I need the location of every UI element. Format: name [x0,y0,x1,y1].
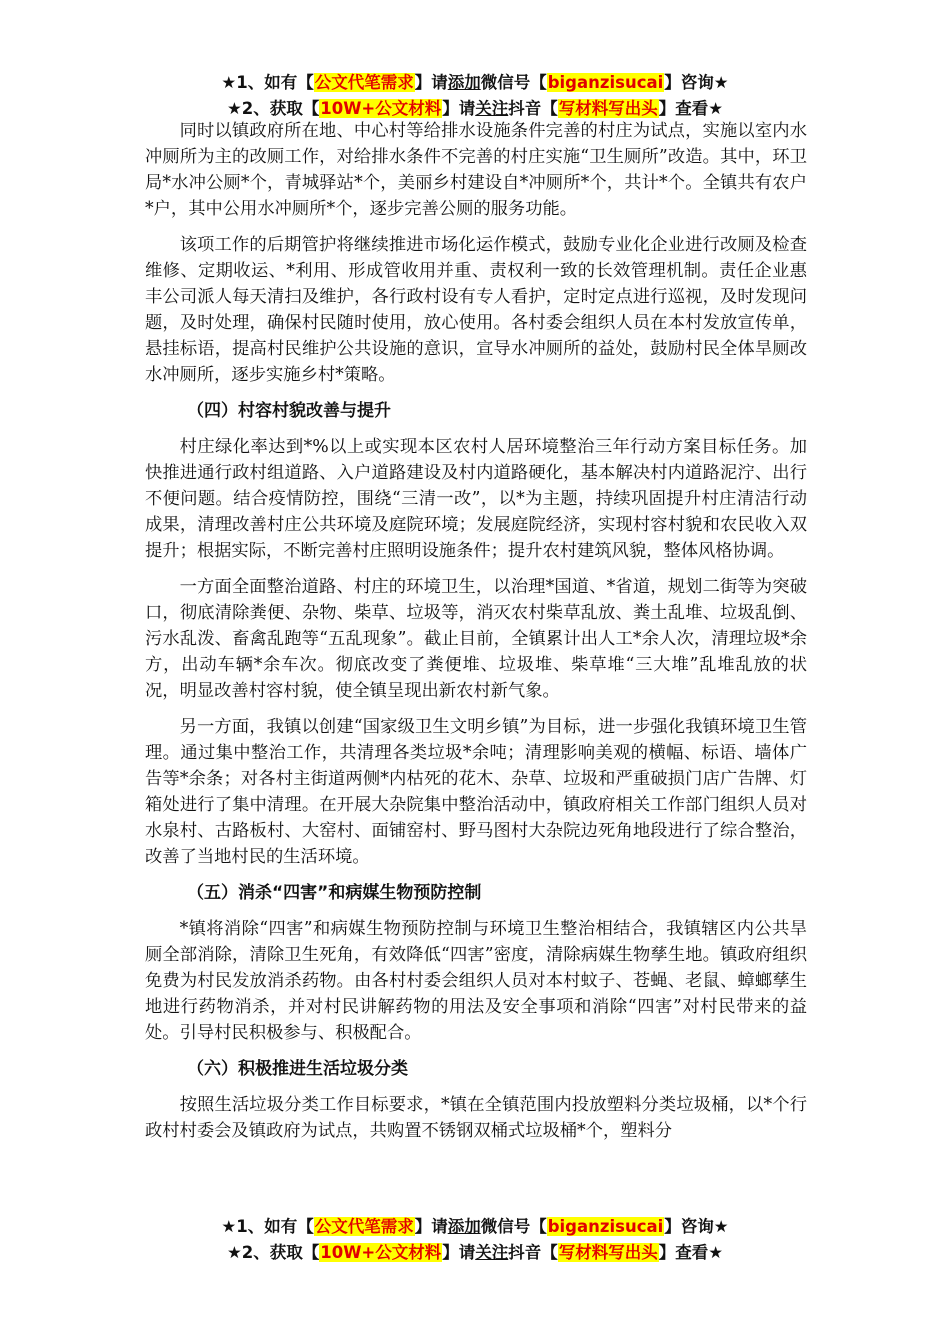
paragraph-pest-control: *镇将消除“四害”和病媒生物预防控制与环境卫生整治相结合，我镇辖区内公共旱厕全部消除，清除卫生死角，有效降低“四害”密度，清除病媒生物孳生地。镇政府组织免费为村民发放消杀药物。由各村村委会组织人员对本村蚊子、苍蝇、老鼠、蟑螂孳生地进行药物消杀，并对村民讲解药物的用法及安全事项和消除“四害”对村民带来的益处。引导村民积极参与、积极配合。 [145,919,807,1043]
paragraph-waste-sorting: 按照生活垃圾分类工作目标要求，*镇在全镇范围内投放塑料分类垃圾桶，以*个行政村村委会及镇政府为试点，共购置不锈钢双桶式垃圾桶*个，塑料分 [145,1095,807,1141]
highlight-materials: 10W+公文材料 [320,99,442,118]
section-heading-4: （四）村容村貌改善与提升 [187,401,391,421]
underline-follow: 关注 [475,99,509,118]
section-heading-6: （六）积极推进生活垃圾分类 [187,1059,408,1079]
banner-text: 】请 [442,1243,476,1262]
banner-text: ★1、如有【 [221,1217,314,1236]
highlight-wechat-id: biganzisucai [547,1217,664,1236]
highlight-ghostwriting: 公文代笔需求 [314,1217,414,1236]
paragraph-road-sanitation: 一方面全面整治道路、村庄的环境卫生，以治理*国道、*省道，规划二街等为突破口，彻底清除粪便、杂物、柴草、垃圾等，消灭农村柴草乱放、粪土乱堆、垃圾乱倒、污水乱泼、畜禽乱跑等“五乱现象”。截止目前，全镇累计出人工*余人次，清理垃圾*余方，出动车辆*余车次。彻底改变了粪便堆、垃圾堆、柴草堆“三大堆”乱堆乱放的状况，明显改善村容村貌，使全镇呈现出新农村新气象。 [145,577,807,701]
banner-text: 】咨询★ [664,73,729,92]
banner-text: 微信号【 [480,1217,547,1236]
banner-text: 】查看★ [658,1243,724,1262]
banner-line-1 [0,1214,950,1240]
banner-text: 】咨询★ [664,1217,729,1236]
highlight-materials: 10W+公文材料 [320,1243,442,1262]
banner-text: 抖音【 [508,1243,558,1262]
section-heading-5: （五）消杀“四害”和病媒生物预防控制 [187,883,482,903]
banner-text: ★2、获取【 [226,1243,320,1262]
highlight-wechat-id: biganzisucai [547,73,664,92]
document-body [145,118,807,1154]
paragraph-village-greening: 村庄绿化率达到*%以上或实现本区农村人居环境整治三年行动方案目标任务。加快推进通行政村组道路、入户道路建设及村内道路硬化，基本解决村内道路泥泞、出行不便问题。结合疫情防控，围绕“三清一改”，以*为主题，持续巩固提升村庄清洁行动成果，清理改善村庄公共环境及庭院环境；发展庭院经济，实现村容村貌和农民收入双提升；根据实际，不断完善村庄照明设施条件；提升农村建筑风貌，整体风格协调。 [145,437,807,561]
highlight-ghostwriting: 公文代笔需求 [314,73,414,92]
underline-add: 添加 [447,1217,481,1236]
paragraph-hygiene-town: 另一方面，我镇以创建“国家级卫生文明乡镇”为目标，进一步强化我镇环境卫生管理。通过集中整治工作，共清理各类垃圾*余吨；清理影响美观的横幅、标语、墙体广告等*余条；对各村主街道两侧*内枯死的花木、杂草、垃圾和严重破损门店广告牌、灯箱处进行了集中清理。在开展大杂院集中整治活动中，镇政府相关工作部门组织人员对水泉村、古路板村、大窑村、面铺窑村、野马图村大杂院边死角地段进行了综合整治，改善了当地村民的生活环境。 [145,717,807,867]
banner-text: 】请 [414,1217,448,1236]
banner-line-2 [0,1240,950,1266]
underline-add: 添加 [447,73,481,92]
banner-text: 】查看★ [658,99,724,118]
footer-banner [0,1214,950,1266]
paragraph-toilet-renovation: 同时以镇政府所在地、中心村等给排水设施条件完善的村庄为试点，实施以室内水冲厕所为主的改厕工作，对给排水条件不完善的村庄实施“卫生厕所”改造。其中，环卫局*水冲公厕*个，青城驿站*个，美丽乡村建设自*冲厕所*个，共计*个。全镇共有农户*户，其中公用水冲厕所*个，逐步完善公厕的服务功能。 [145,121,807,219]
banner-text: 】请 [442,99,476,118]
banner-text: 微信号【 [480,73,547,92]
banner-text: ★1、如有【 [221,73,314,92]
banner-text: 抖音【 [508,99,558,118]
banner-line-1 [0,70,950,96]
banner-text: ★2、获取【 [226,99,320,118]
paragraph-toilet-management: 该项工作的后期管护将继续推进市场化运作模式，鼓励专业化企业进行改厕及检查维修、定期收运、*利用、形成管收用并重、责权利一致的长效管理机制。责任企业惠丰公司派人每天清扫及维护，各行政村设有专人看护，定时定点进行巡视，及时发现问题，及时处理，确保村民随时使用，放心使用。各村委会组织人员在本村发放宣传单，悬挂标语，提高村民维护公共设施的意识，宣导水冲厕所的益处，鼓励村民全体旱厕改水冲厕所，逐步实施乡村*策略。 [145,235,807,385]
underline-follow: 关注 [475,1243,509,1262]
header-banner [0,70,950,122]
banner-text: 】请 [414,73,448,92]
highlight-douyin-account: 写材料写出头 [558,99,658,118]
highlight-douyin-account: 写材料写出头 [558,1243,658,1262]
